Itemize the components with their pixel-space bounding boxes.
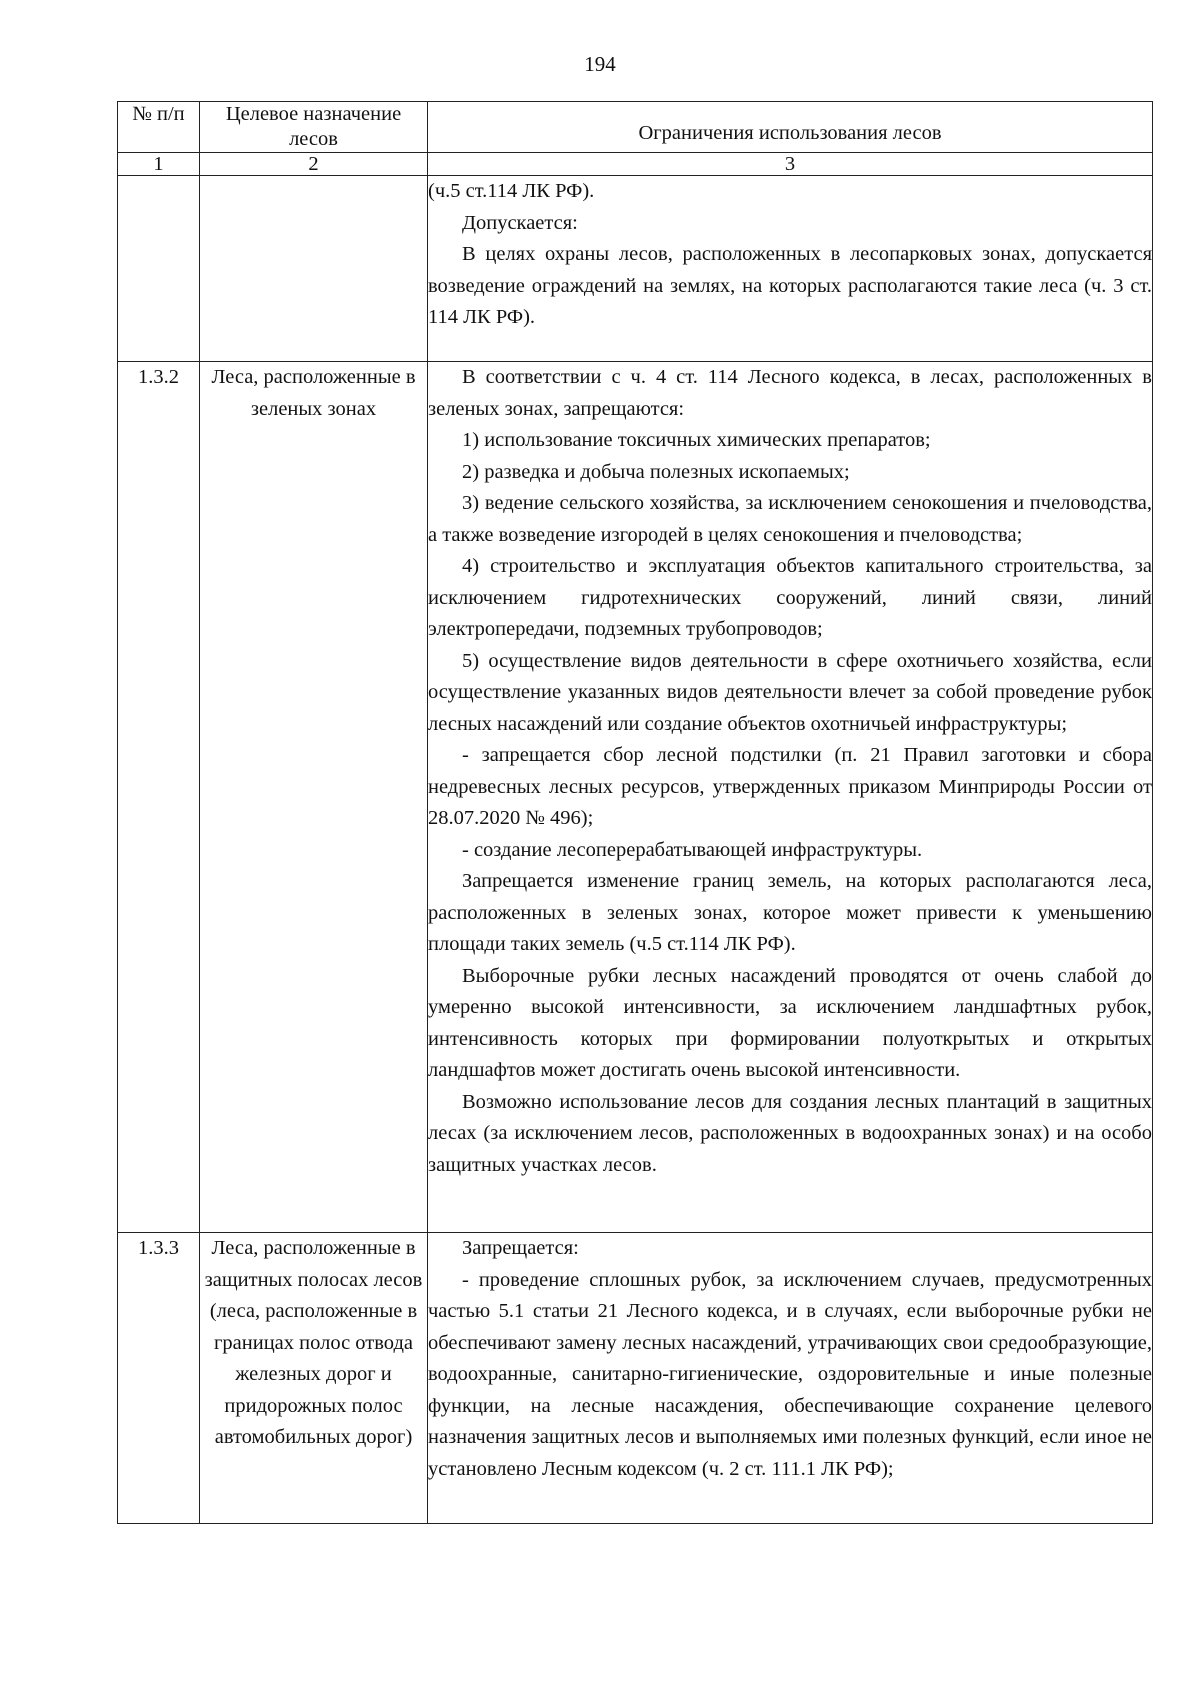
page-number: 194 — [584, 52, 616, 76]
paragraph: Допускается: — [462, 211, 578, 234]
column-number: 3 — [428, 153, 1153, 176]
paragraph: Запрещается: — [462, 1237, 579, 1259]
row-purpose: Леса, расположенные в зеленых зонах — [200, 362, 428, 1233]
paragraph: - запрещается сбор лесной подстилки (п. 21 Правил заготовки и сбора недревесных лесных ресурсов, утвержденных приказом Минприроды России от 28.07.2020 № 496); — [428, 744, 1152, 829]
row-restrictions — [428, 362, 1153, 1233]
row-number: 1.3.3 — [118, 1233, 200, 1524]
forest-restrictions-table — [117, 101, 1153, 1524]
row-restrictions — [428, 1233, 1153, 1524]
row-restrictions — [428, 176, 1153, 362]
header-restrictions: Ограничения использования лесов — [428, 102, 1153, 153]
paragraph: (ч.5 ст.114 ЛК РФ). — [428, 180, 595, 202]
paragraph: Выборочные рубки лесных насаждений проводятся от очень слабой до умеренно высокой интенсивности, за исключением ландшафтных рубок, интенсивность которых при формировании полуоткрытых и открытых ландшафтов может достигать очень высокой интенсивности. — [428, 964, 1152, 1081]
header-purpose: Целевое назначение лесов — [200, 102, 428, 153]
paragraph: 4) строительство и эксплуатация объектов капитального строительства, за исключением гидротехнических сооружений, линий связи, линий электропередачи, подземных трубопроводов; — [428, 555, 1152, 640]
paragraph: - создание лесоперерабатывающей инфраструктуры. — [462, 838, 923, 861]
column-number: 2 — [200, 153, 428, 176]
table-row — [118, 176, 1153, 362]
paragraph: 1) использование токсичных химических препаратов; — [462, 429, 931, 451]
table-row — [118, 362, 1153, 1233]
paragraph: Возможно использование лесов для создания лесных плантаций в защитных лесах (за исключением лесов, расположенных в водоохранных зонах) и на особо защитных участках лесов. — [428, 1090, 1152, 1176]
row-number — [118, 176, 200, 362]
paragraph: 3) ведение сельского хозяйства, за исключением сенокошения и пчеловодства, а также возведение изгородей в целях сенокошения и пчеловодства; — [428, 492, 1152, 546]
row-purpose: Леса, расположенные в защитных полосах лесов (леса, расположенные в границах полос отвода железных дорог и придорожных полос автомобильных дорог) — [200, 1233, 428, 1524]
table-header-row — [118, 102, 1153, 153]
header-number: № п/п — [118, 102, 200, 153]
paragraph: В целях охраны лесов, расположенных в лесопарковых зонах, допускается возведение ограждений на землях, на которых располагаются такие леса (ч. 3 ст. 114 ЛК РФ). — [428, 243, 1152, 328]
column-number: 1 — [118, 153, 200, 176]
column-numbers-row — [118, 153, 1153, 176]
paragraph: 2) разведка и добыча полезных ископаемых; — [462, 460, 850, 483]
paragraph: Запрещается изменение границ земель, на которых располагаются леса, расположенных в зеленых зонах, которое может привести к уменьшению площади таких земель (ч.5 ст.114 ЛК РФ). — [428, 870, 1152, 955]
paragraph: В соответствии с ч. 4 ст. 114 Лесного кодекса, в лесах, расположенных в зеленых зонах, запрещаются: — [428, 366, 1152, 420]
paragraph: - проведение сплошных рубок, за исключением случаев, предусмотренных частью 5.1 статьи 21 Лесного кодекса, и в случаях, если выборочные рубки не обеспечивают замену лесных насаждений, утрачивающих свои средообразующие, водоохранные, санитарно-гигиенические, оздоровительные и иные полезные функции, на лесные насаждения, обеспечивающие сохранение целевого назначения защитных лесов и выполняемых ими полезных функций, если иное не установлено Лесным кодексом (ч. 2 ст. 111.1 ЛК РФ); — [428, 1268, 1152, 1480]
row-purpose — [200, 176, 428, 362]
table-row — [118, 1233, 1153, 1524]
row-number: 1.3.2 — [118, 362, 200, 1233]
paragraph: 5) осуществление видов деятельности в сфере охотничьего хозяйства, если осуществление указанных видов деятельности влечет за собой проведение рубок лесных насаждений или создание объектов охотничьей инфраструктуры; — [428, 649, 1152, 735]
